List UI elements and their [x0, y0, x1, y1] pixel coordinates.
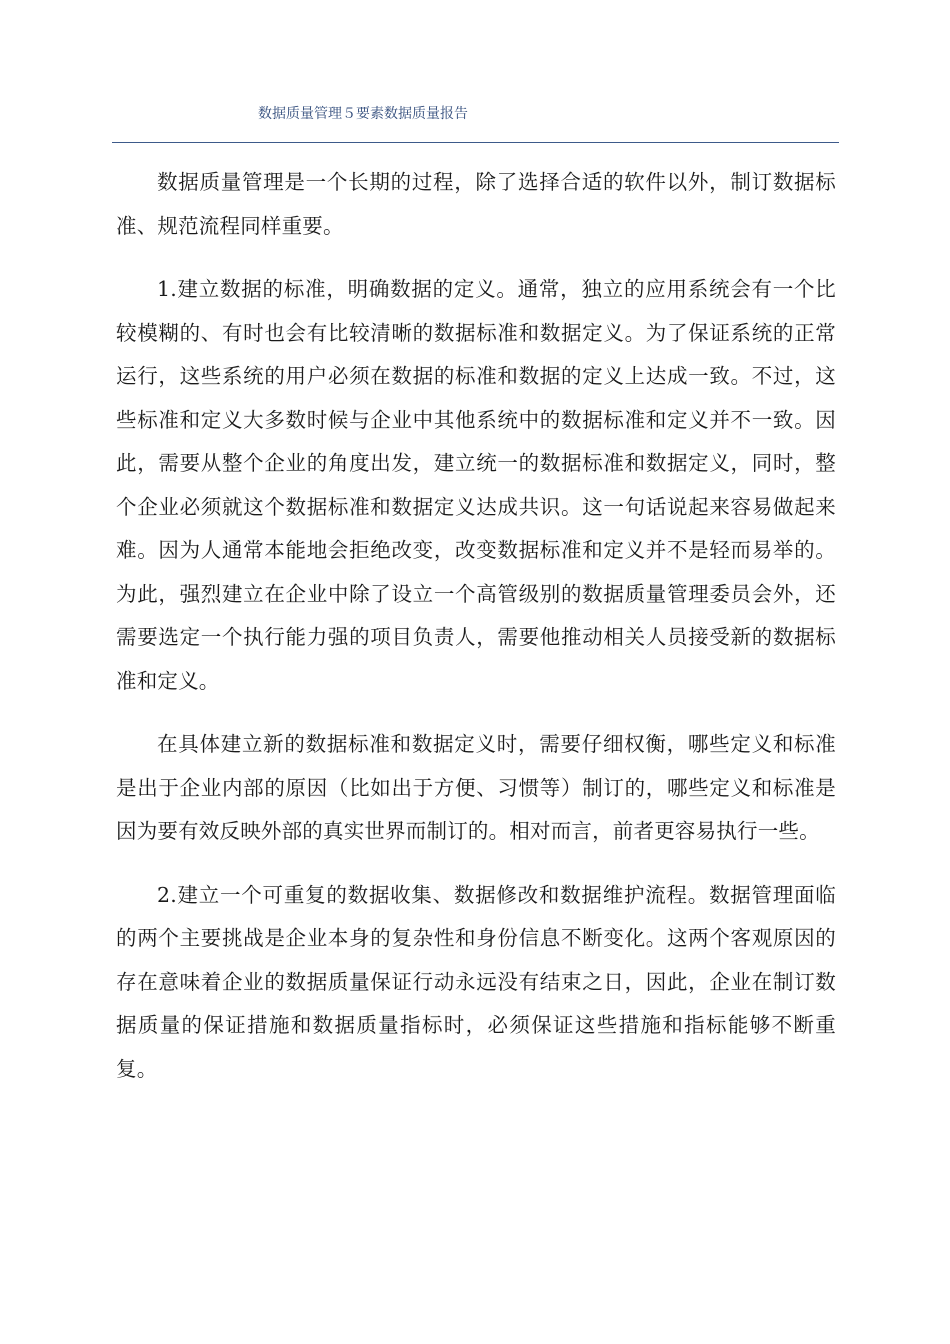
paragraph-point-1-detail: 在具体建立新的数据标准和数据定义时，需要仔细权衡，哪些定义和标准是出于企业内部的原因（比如出于方便、习惯等）制订的，哪些定义和标准是因为要有效反映外部的真实世界而制订的。相对而言，前者更容易执行一些。	[116, 732, 836, 843]
page-header-title: 数据质量管理５要素数据质量报告	[258, 106, 468, 122]
document-body	[116, 161, 836, 1111]
paragraph-intro: 数据质量管理是一个长期的过程，除了选择合适的软件以外，制订数据标准、规范流程同样重要。	[116, 170, 836, 238]
paragraph-point-2: 2.建立一个可重复的数据收集、数据修改和数据维护流程。数据管理面临的两个主要挑战是企业本身的复杂性和身份信息不断变化。这两个客观原因的存在意味着企业的数据质量保证行动永远没有结束之日，因此，企业在制订数据质量的保证措施和数据质量指标时，必须保证这些措施和指标能够不断重复。	[116, 882, 836, 1081]
header-divider	[112, 142, 839, 143]
paragraph-point-1: 1.建立数据的标准，明确数据的定义。通常，独立的应用系统会有一个比较模糊的、有时也会有比较清晰的数据标准和数据定义。为了保证系统的正常运行，这些系统的用户必须在数据的标准和数据的定义上达成一致。不过，这些标准和定义大多数时候与企业中其他系统中的数据标准和定义并不一致。因此，需要从整个企业的角度出发，建立统一的数据标准和数据定义，同时，整个企业必须就这个数据标准和数据定义达成共识。这一句话说起来容易做起来难。因为人通常本能地会拒绝改变，改变数据标准和定义并不是轻而易举的。为此，强烈建立在企业中除了设立一个高管级别的数据质量管理委员会外，还需要选定一个执行能力强的项目负责人，需要他推动相关人员接受新的数据标准和定义。	[116, 277, 836, 693]
